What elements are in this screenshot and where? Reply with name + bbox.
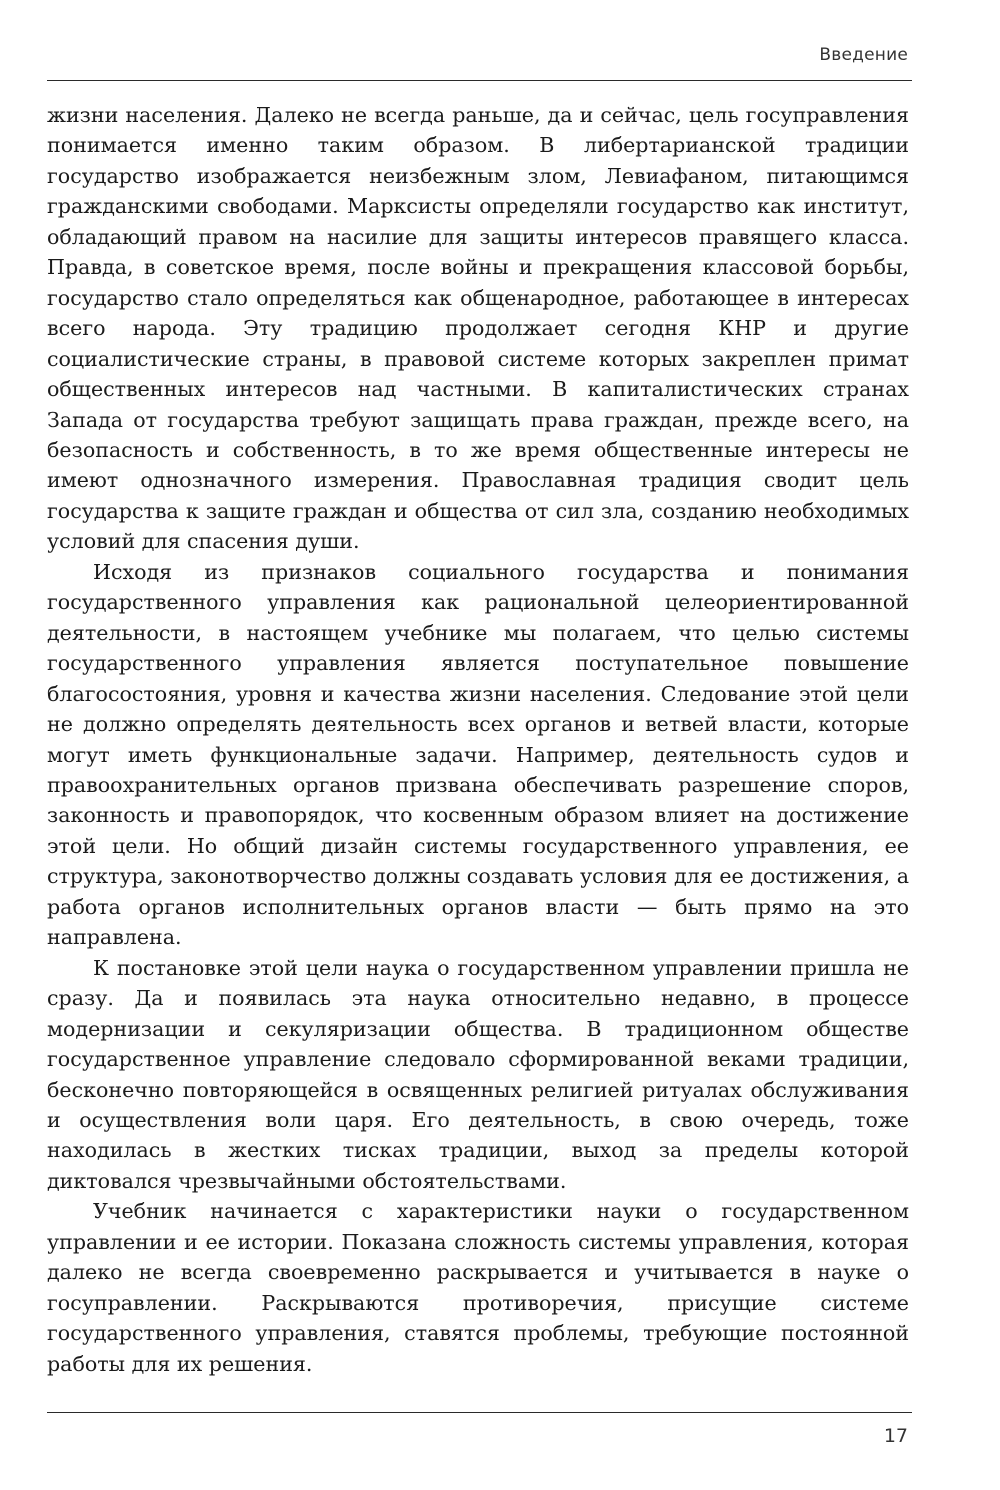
running-head-title: Введение [819, 45, 908, 65]
paragraph: Учебник начинается с характеристики науки о государственном управлении и ее истории. Показана сложность системы управления, которая далеко не всегда своевременно раскрывается и учитывается в науке о госуправлении. Раскрываются противоречия, присущие системе государственного управления, ставятся проблемы, требующие постоянной работы для их решения. [47, 1199, 909, 1376]
footer-rule [47, 1412, 912, 1413]
paragraph: К постановке этой цели наука о государственном управлении пришла не сразу. Да и появилась эта наука относительно недавно, в процессе модернизации и секуляризации общества. В традиционном обществе государственное управление следовало сформированной веками традиции, бесконечно повторяющейся в освященных религией ритуалах обслуживания и осуществления воли царя. Его деятельность, в свою очередь, тоже находилась в жестких тисках традиции, выход за пределы которой диктовался чрезвычайными обстоятельствами. [47, 955, 909, 1193]
header-rule [47, 80, 912, 81]
page-number: 17 [883, 1425, 908, 1447]
body-text [47, 100, 909, 1379]
paragraph-continuation: жизни населения. Далеко не всегда раньше, да и сейчас, цель госуправления понимается именно таким образом. В либертарианской традиции государство изображается неизбежным злом, Левиафаном, питающимся гражданскими свободами. Марксисты определяли государство как институт, обладающий правом на насилие для защиты интересов правящего класса. Правда, в советское время, после войны и прекращения классовой борьбы, государство стало определяться как общенародное, работающее в интересах всего народа. Эту традицию продолжает сегодня КНР и другие социалистические страны, в правовой системе которых закреплен примат общественных интересов над частными. В капиталистических странах Запада от государства требуют защищать права граждан, прежде всего, на безопасность и собственность, в то же время общественные интересы не имеют однозначного измерения. Православная традиция сводит цель государства к защите граждан и общества от сил зла, созданию необходимых условий для спасения души. [47, 103, 909, 554]
paragraph: Исходя из признаков социального государства и понимания государственного управления как рациональной целеориентированной деятельности, в настоящем учебнике мы полагаем, что целью системы государственного управления является поступательное повышение благосостояния, уровня и качества жизни населения. Следование этой цели не должно определять деятельность всех органов и ветвей власти, которые могут иметь функциональные задачи. Например, деятельность судов и правоохранительных органов призвана обеспечивать разрешение споров, законность и правопорядок, что косвенным образом влияет на достижение этой цели. Но общий дизайн системы государственного управления, ее структура, законотворчество должны создавать условия для ее достижения, а работа органов исполнительных органов власти — быть прямо на это направлена. [47, 559, 909, 950]
